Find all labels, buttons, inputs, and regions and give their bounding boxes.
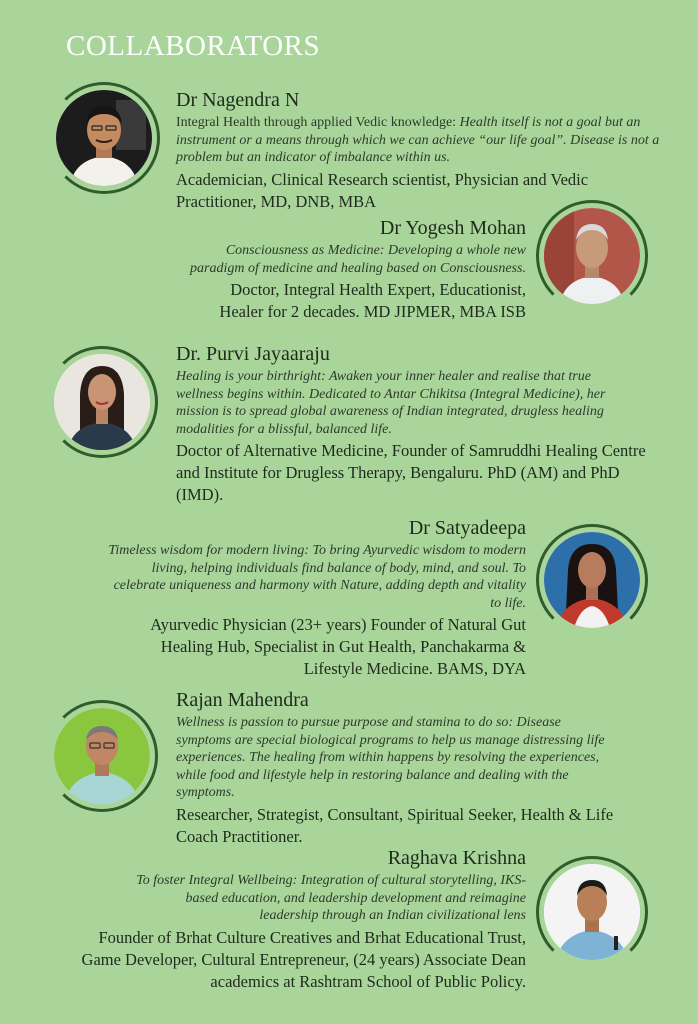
collaborator-photo-purvi: [46, 346, 158, 458]
collaborator-quote: Timeless wisdom for modern living: To bring Ayurvedic wisdom to modern living, helping individuals find balance of body, mind, and soul. To celebrate uniqueness and harmony with Nature, adding depth and vitality to life.: [108, 543, 526, 611]
collaborator-quote: Wellness is passion to pursue purpose and stamina to do so: Disease symptoms are special biological programs to help us manage distressing life experiences. The healing from within happens by resolving the experiences, while food and lifestyle help in restoring balance and dealing with the symptoms.: [176, 715, 605, 800]
collaborator-nagendra: [176, 88, 676, 213]
collaborator-rajan: [176, 688, 676, 848]
collaborator-quote: [176, 114, 676, 167]
portrait-icon: [54, 708, 150, 804]
collaborator-photo-raghava: [536, 856, 648, 968]
avatar: [544, 864, 640, 960]
collaborator-satyadeepa: [96, 516, 526, 680]
avatar: [544, 532, 640, 628]
collaborator-quote: Consciousness as Medicine: Developing a whole new paradigm of medicine and healing based on Consciousness.: [190, 243, 526, 276]
collaborator-credentials: Researcher, Strategist, Consultant, Spiritual Seeker, Health & Life Coach Practitioner.: [176, 804, 614, 846]
portrait-icon: [56, 90, 152, 186]
quote-body: Health itself is not a goal but an instrument or a means through which we can achieve “our life goal”. Disease is not a problem but an indicator of imbalance within us.: [176, 115, 660, 165]
collaborator-photo-nagendra: [48, 82, 160, 194]
collaborator-quote: To foster Integral Wellbeing: Integration of cultural storytelling, IKS-based education, and leadership development and reimagine leadership through an Indian civilizational lens: [136, 873, 526, 923]
collaborator-name: Dr. Purvi Jayaaraju: [176, 343, 330, 365]
collaborator-name: Raghava Krishna: [387, 847, 526, 869]
collaborator-yogesh: [150, 216, 526, 323]
collaborator-photo-yogesh: [536, 200, 648, 312]
portrait-icon: [544, 864, 640, 960]
collaborator-credentials: Doctor of Alternative Medicine, Founder of Samruddhi Healing Centre and Institute for Drugless Therapy, Bengaluru. PhD (AM) and PhD (IMD).: [176, 441, 646, 504]
collaborator-name: Dr Yogesh Mohan: [379, 217, 526, 239]
collaborator-credentials: Academician, Clinical Research scientist, Physician and Vedic Practitioner, MD, DNB, MBA: [176, 169, 589, 211]
avatar: [56, 90, 152, 186]
quote-lead: Integral Health through applied Vedic knowledge:: [176, 115, 460, 130]
collaborator-quote: Healing is your birthright: Awaken your inner healer and realise that true wellness begins within. Dedicated to Antar Chikitsa (Integral Medicine), her mission is to spread global awareness of Indian integrated, drugless healing modalities for a blissful, balanced life.: [176, 369, 606, 437]
collaborator-photo-rajan: [46, 700, 158, 812]
collaborator-credentials: Founder of Brhat Culture Creatives and Brhat Educational Trust, Game Developer, Cultural Entrepreneur, (24 years) Associate Dean academics at Rashtram School of Public Policy.: [81, 927, 526, 991]
avatar: [54, 354, 150, 450]
collaborator-purvi: [176, 342, 676, 506]
collaborator-name: Dr Satyadeepa: [408, 517, 526, 539]
collaborator-credentials: Doctor, Integral Health Expert, Educationist, Healer for 2 decades. MD JIPMER, MBA ISB: [219, 280, 526, 321]
avatar: [54, 708, 150, 804]
collaborator-photo-satyadeepa: [536, 524, 648, 636]
collaborator-name: Rajan Mahendra: [176, 689, 309, 711]
page-title: COLLABORATORS: [66, 30, 321, 62]
portrait-icon: [54, 354, 150, 450]
collaborator-raghava: [66, 846, 526, 993]
collaborator-credentials: Ayurvedic Physician (23+ years) Founder of Natural Gut Healing Hub, Specialist in Gut Health, Panchakarma & Lifestyle Medicine. BAMS, DYA: [150, 615, 526, 678]
collaborator-name: Dr Nagendra N: [176, 89, 300, 111]
avatar: [544, 208, 640, 304]
portrait-icon: [544, 208, 640, 304]
portrait-icon: [544, 532, 640, 628]
